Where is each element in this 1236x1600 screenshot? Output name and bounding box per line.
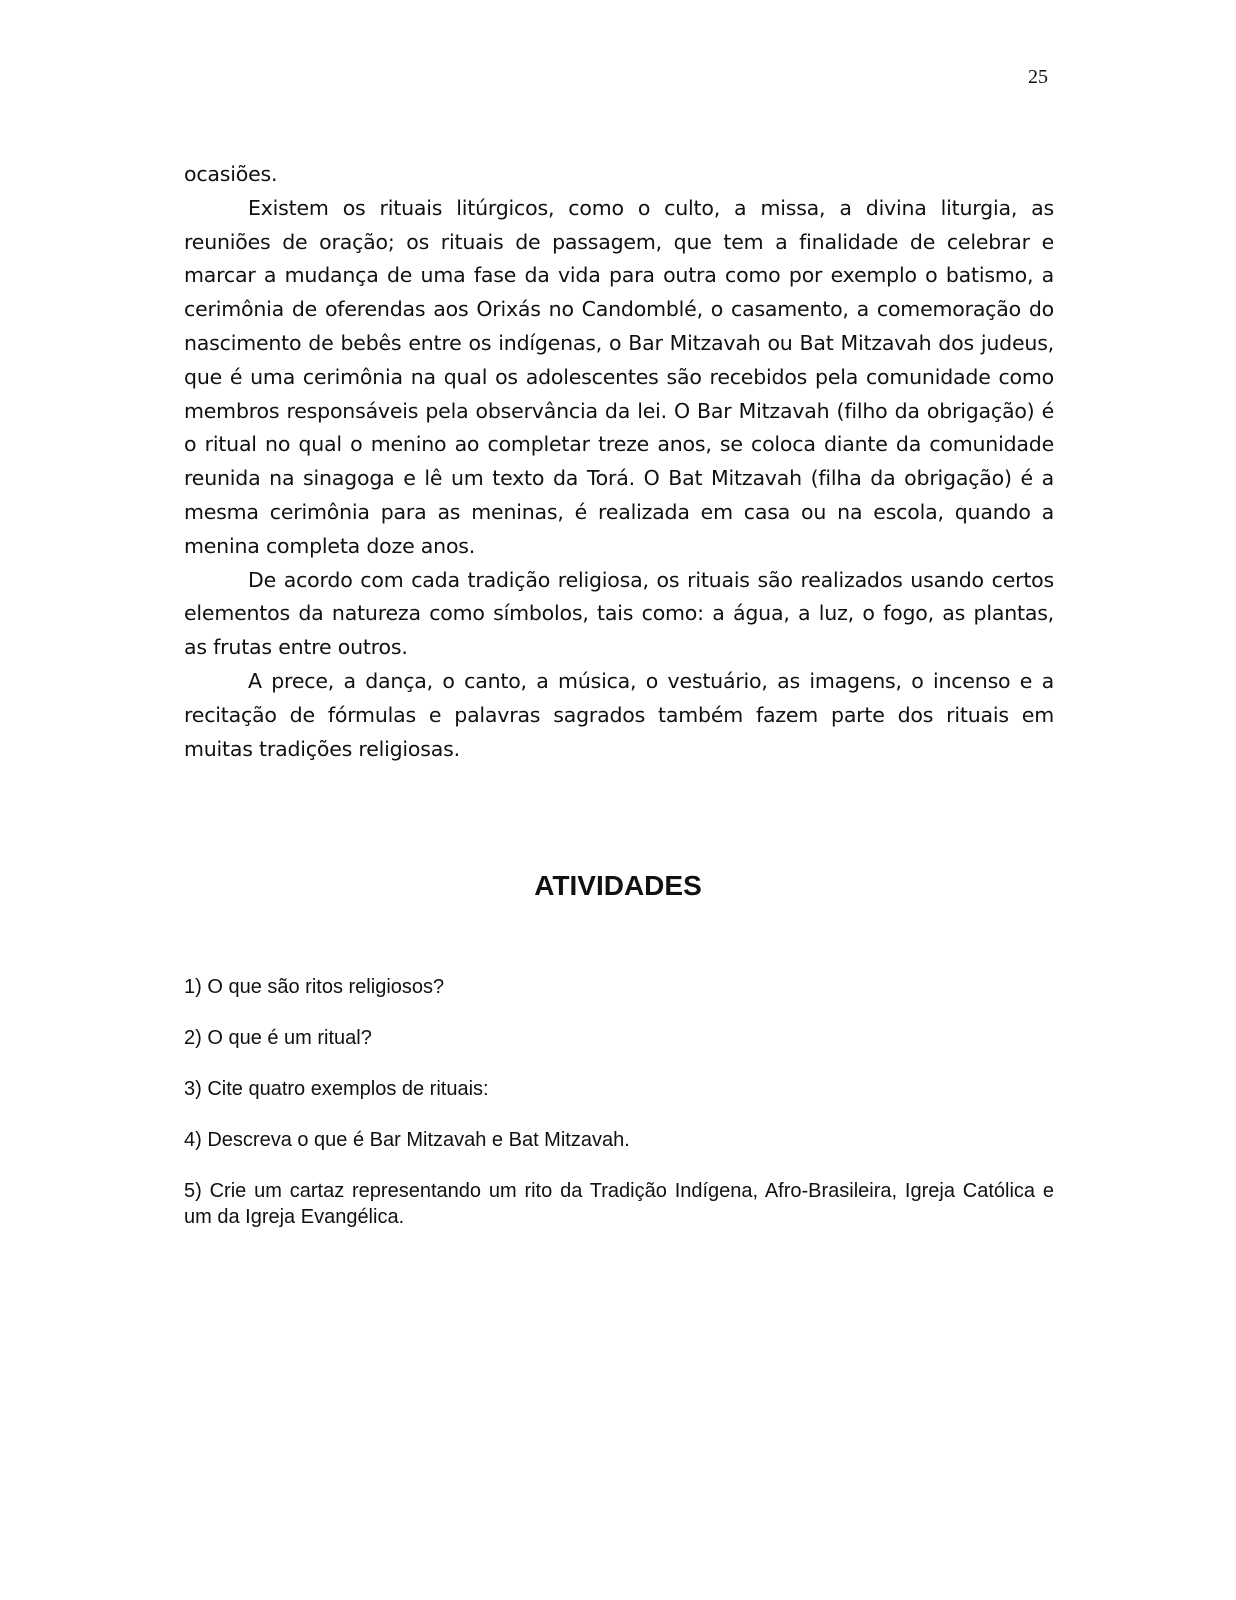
paragraph-nature-elements: De acordo com cada tradição religiosa, os rituais são realizados usando certos elementos da natureza como símbolos, tais como: a água, a luz, o fogo, as plantas, as frutas entre outros. <box>184 567 1054 660</box>
body-text <box>184 158 1054 766</box>
activity-item: 5) Crie um cartaz representando um rito da Tradição Indígena, Afro-Brasileira, Igreja Católica e um da Igreja Evangélica. <box>184 1180 1054 1228</box>
activity-item: 2) O que é um ritual? <box>184 1027 372 1049</box>
activity-item: 1) O que são ritos religiosos? <box>184 976 445 998</box>
page-number: 25 <box>1028 66 1048 88</box>
activities-heading: ATIVIDADES <box>534 870 702 901</box>
activity-item: 4) Descreva o que é Bar Mitzavah e Bat Mitzavah. <box>184 1129 630 1151</box>
activity-item: 3) Cite quatro exemplos de rituais: <box>184 1078 489 1100</box>
paragraph-ritual-components: A prece, a dança, o canto, a música, o vestuário, as imagens, o incenso e a recitação de fórmulas e palavras sagrados também fazem parte dos rituais em muitas tradições religiosas. <box>184 668 1054 761</box>
activities-list <box>184 974 1054 1255</box>
paragraph-continuation: ocasiões. <box>184 162 278 186</box>
paragraph-rituals-types: Existem os rituais litúrgicos, como o culto, a missa, a divina liturgia, as reuniões de oração; os rituais de passagem, que tem a finalidade de celebrar e marcar a mudança de uma fase da vida para outra como por exemplo o batismo, a cerimônia de oferendas aos Orixás no Candomblé, o casamento, a comemoração do nascimento de bebês entre os indígenas, o Bar Mitzavah ou Bat Mitzavah dos judeus, que é uma cerimônia na qual os adolescentes são recebidos pela comunidade como membros responsáveis pela observância da lei. O Bar Mitzavah (filho da obrigação) é o ritual no qual o menino ao completar treze anos, se coloca diante da comunidade reunida na sinagoga e lê um texto da Torá. O Bat Mitzavah (filha da obrigação) é a mesma cerimônia para as meninas, é realizada em casa ou na escola, quando a menina completa doze anos. <box>184 195 1054 558</box>
